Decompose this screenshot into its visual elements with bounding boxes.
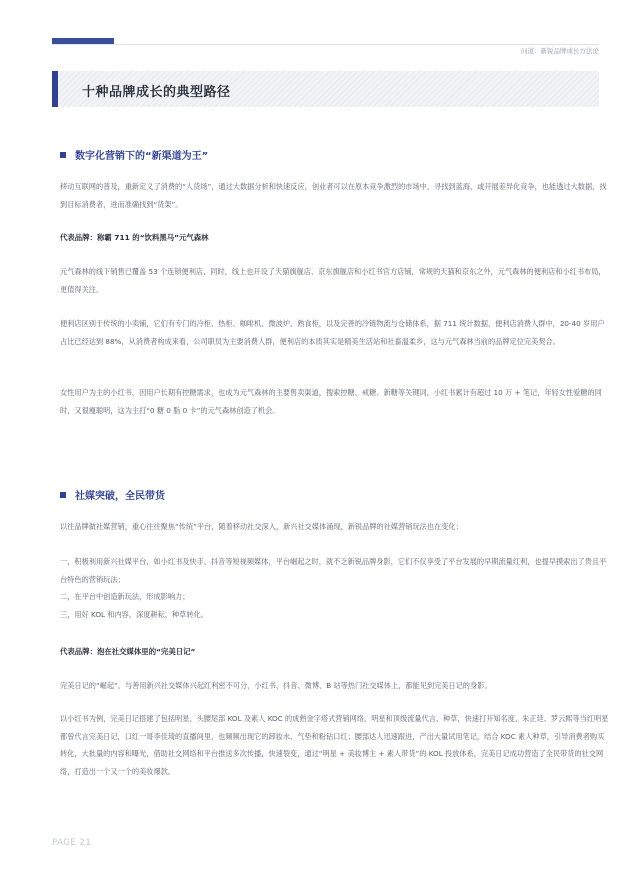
list-item: 一，积极利用新兴社媒平台，如小红书及快手、抖音等短视频媒体，平台崛起之时，就不乏新锐品牌身影，它们不仅享受了平台发展的早期流量红利，也提早摸索出了贵且平台特色的营销玩法； — [60, 557, 607, 584]
paragraph: 女性用户为主的小红书，因用户长期有控糖需求，也成为元气森林的主要售卖渠道，搜索控糖、戒糖、新糖等关键词，小红书累计有超过 10 万 + 笔记，年轻女性爱糖的同时，又很瘦聪明，这为主打“0 糖 0 脂 0 卡”的元气森林创造了机会。 — [60, 388, 602, 415]
paragraph: 完美日记的“崛起”，与善用新兴社交媒体兴起红利密不可分，小红书、抖音、微博、B 站等热门社交媒体上，都能见到完美日记的身影。 — [60, 681, 492, 690]
brand-label: 代表品牌：泡在社交媒体里的“完美日记” — [60, 647, 196, 656]
section-heading-new-channel — [60, 147, 208, 162]
square-bullet-icon — [60, 492, 66, 498]
section-heading-social-media — [60, 487, 165, 502]
paragraph: 便利店区别于传统的小卖铺，它们有专门的冷柜、热柜、咖啡机、微波炉、熟食柜，以及完善的冷链物流与仓储体系，据 711 统计数据，便利店消费人群中，20-40 岁用户占比已经达到 88%，从消费者构成来看，公司职员为主要消费人群，便利店的本质其实是精美生活站和社畜温柔乡，这与元气森林当前的品牌定位完美契合。 — [60, 319, 605, 346]
chapter-banner — [52, 71, 599, 107]
paragraph: 元气森林的线下销售已覆盖 53 个连锁便利店，同时，线上也开设了天猫旗舰店、京东旗舰店和小红书官方店铺，常规的天猫和京东之外，元气森林的便利店和小红书布局，更值得关注。 — [60, 267, 606, 294]
list-item: 二，在平台中创造新玩法，形成影响力； — [60, 592, 190, 601]
brand-label: 代表品牌：称霸 711 的“饮料黑马”元气森林 — [60, 233, 209, 242]
square-bullet-icon — [60, 152, 66, 158]
paragraph: 移动互联网的普及，重新定义了消费的“人货场”，通过大数据分析和快速反应，创业者可以在原本竞争激烈的市场中，寻找到蓝海，或开展差异化竞争，也能透过大数据，找到目标消费者，进而准确找到“货架”。 — [60, 182, 607, 209]
chapter-title: 十种品牌成长的典型路径 — [82, 85, 231, 100]
banner-accent-bar — [52, 71, 58, 107]
header-breadcrumb: 问道：新锐品牌成长方法论 — [521, 47, 599, 55]
section-heading-text: 数字化营销下的“新渠道为王” — [75, 151, 209, 162]
page-number: PAGE 21 — [52, 838, 92, 848]
paragraph: 以小红书为例，完美日记搭建了包括明星、头腰尾部 KOL 及素人 KOC 的成熟金字塔式营销网络，明星和顶级流量代言、种草，快速打开知名度，朱正廷、罗云熙等当红明星都曾代言完美日记，口红一哥李佳琦的直播间里，也频频出现它的卸妆水、气垫和粉钻口红；腰部达人迅速跟进，产出大量试用笔记，结合 KOC 素人种草，引导消费者购买转化，大批量的内容和曝光，借助社交网络和平台推送多次传播，快速裂变，通过“明星 + 美妆博主 + 素人带货”的 KOL 投放体系，完美日记成功营造了全民带货的社交网络，打造出一个又一个的美妆爆款。 — [60, 714, 609, 776]
header-rule — [52, 44, 599, 45]
section-heading-text: 社媒突破，全民带货 — [75, 491, 165, 502]
paragraph: 以往品牌做社媒营销，重心往往聚焦“传统”平台，随着移动社交深入，新兴社交媒体涌现，新锐品牌的社媒营销玩法也在变化： — [60, 522, 463, 531]
list-item: 三，用好 KOL 和内容，深度耕耘，种草转化。 — [60, 610, 208, 619]
